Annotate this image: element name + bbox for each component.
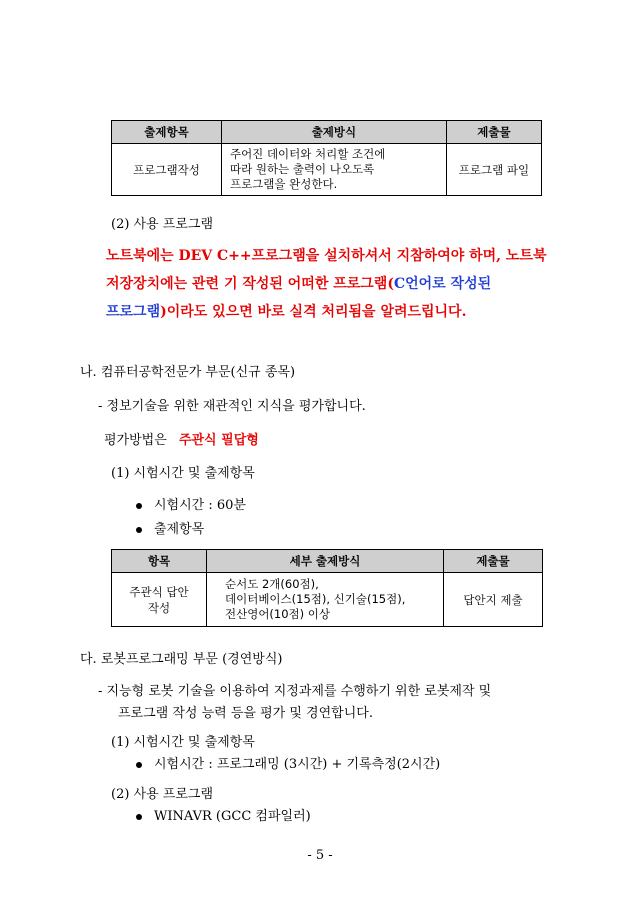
warning-line: 노트북에는 DEV C++프로그램을 설치하셔서 지참하여야 하며, 노트북: [106, 248, 547, 264]
list-item: [136, 805, 311, 824]
table-cell: [221, 144, 446, 196]
table-row: [112, 573, 543, 627]
cell-line: 프로그램을 완성한다.: [229, 177, 338, 191]
program-heading: (2) 사용 프로그램: [111, 217, 214, 232]
exam-items-table: [111, 120, 542, 196]
table-row: [112, 144, 542, 196]
list-item-text: 출제항목: [154, 522, 205, 537]
subsection-heading: (1) 시험시간 및 출제항목: [111, 735, 255, 750]
section-title: 다. 로봇프로그래밍 부문 (경연방식): [80, 652, 283, 667]
warning-notice: [106, 242, 547, 326]
page-number: - 5 -: [307, 848, 333, 863]
table-header: 세부 출제방식: [207, 550, 444, 573]
bullet-icon: [136, 814, 142, 820]
warning-line: [106, 298, 547, 326]
list-item-text: 시험시간 : 60분: [154, 498, 246, 513]
evaluation-method: [104, 429, 259, 448]
table-header: 출제방식: [221, 121, 446, 144]
list-item: [136, 518, 204, 537]
section-title: 나. 컴퓨터공학전문가 부문(신규 종목): [80, 365, 296, 380]
table-header-row: [112, 550, 543, 573]
cell-line: 데이터베이스(15점), 신기술(15점),: [225, 592, 406, 606]
exam-details-table: [111, 549, 543, 627]
table-header: 항목: [112, 550, 207, 573]
table-header: 제출물: [446, 121, 541, 144]
bullet-icon: [136, 503, 142, 509]
cell-line: 순서도 2개(60점),: [225, 577, 319, 591]
subsection-heading: (1) 시험시간 및 출제항목: [111, 466, 255, 481]
warning-text: 저장장치에는 관련 기 작성된 어떠한 프로그램(: [106, 276, 394, 292]
section-description: - 지능형 로봇 기술을 이용하여 지정과제를 수행하기 위한 로봇제작 및: [98, 684, 492, 699]
bullet-icon: [136, 762, 142, 768]
evaluation-value: 주관식 필답형: [178, 433, 259, 448]
table-header: 출제항목: [112, 121, 222, 144]
section-description: 프로그램 작성 능력 등을 평가 및 경연합니다.: [118, 706, 373, 721]
list-item: [136, 753, 440, 772]
cell-line: 작성: [147, 600, 171, 615]
cell-line: 전산영어(10점) 이상: [225, 607, 331, 621]
table-cell: [207, 573, 444, 627]
cell-line: 따라 원하는 출력이 나오도록: [229, 162, 375, 176]
evaluation-label: 평가방법은: [104, 433, 167, 448]
warning-text: )이라도 있으면 바로 실격 처리됨을 알려드립니다.: [160, 304, 467, 320]
list-item-text: WINAVR (GCC 컴파일러): [154, 809, 311, 824]
table-cell: 답안지 제출: [444, 573, 543, 627]
section-description: - 정보기술을 위한 재관적인 지식을 평가합니다.: [98, 399, 366, 414]
table-header: 제출물: [444, 550, 543, 573]
warning-text: C언어로 작성된: [393, 276, 492, 292]
warning-text: 프로그램: [106, 304, 161, 320]
table-cell: 프로그램작성: [112, 144, 222, 196]
table-cell: 프로그램 파일: [446, 144, 541, 196]
list-item-text: 시험시간 : 프로그래밍 (3시간) + 기록측정(2시간): [154, 757, 441, 772]
subsection-heading: (2) 사용 프로그램: [111, 787, 214, 802]
table-cell: [112, 573, 207, 627]
bullet-icon: [136, 527, 142, 533]
cell-line: 주어진 데이터와 처리할 조건에: [229, 147, 386, 161]
list-item: [136, 494, 246, 513]
cell-line: 주관식 답안: [129, 584, 189, 599]
table-header-row: [112, 121, 542, 144]
warning-line: [106, 270, 547, 298]
